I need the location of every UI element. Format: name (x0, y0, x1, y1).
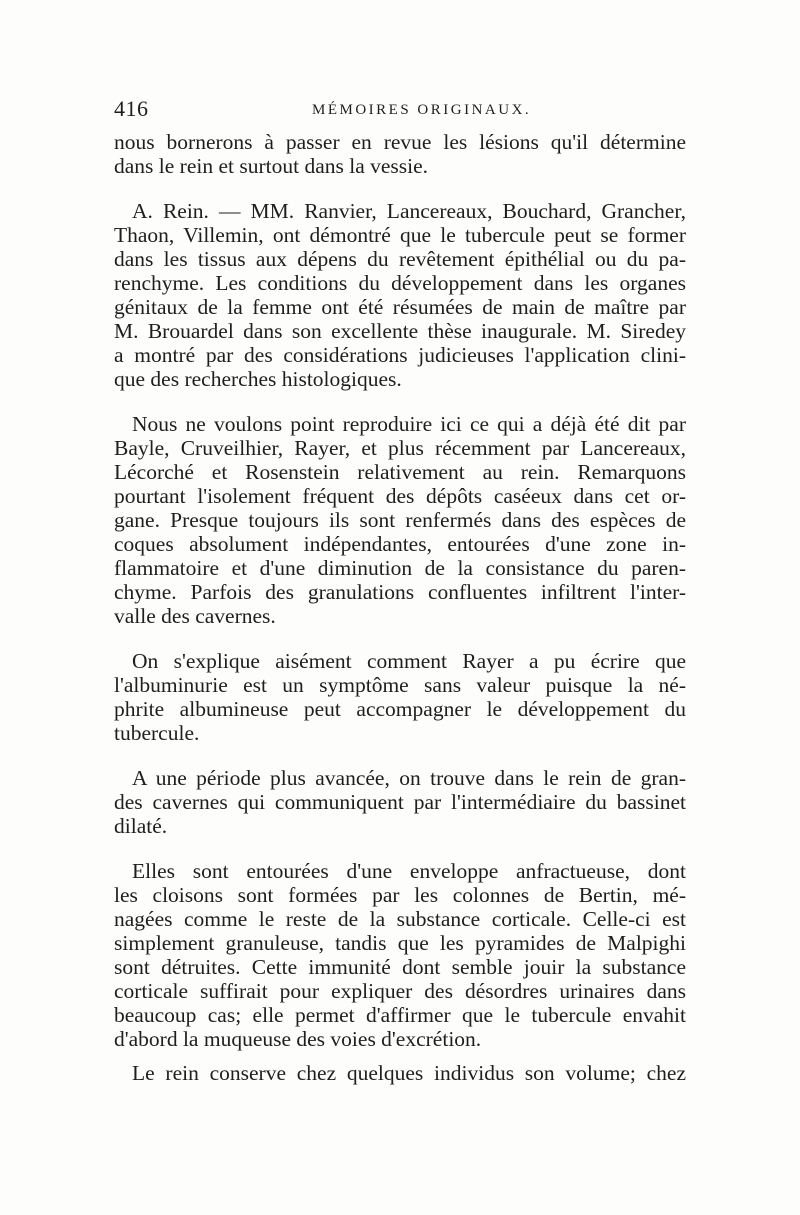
text-line: Elles sont entourées d'une enveloppe anfractueuse, dont (132, 859, 686, 883)
text-line: les cloisons sont formées par les colonnes de Bertin, mé- (114, 883, 686, 907)
text-line: a montré par des considérations judicieuses l'application clini- (114, 343, 686, 367)
text-line: corticale suffirait pour expliquer des désordres urinaires dans (114, 979, 686, 1003)
paragraph-gap (114, 1051, 686, 1061)
text-line: d'abord la muqueuse des voies d'excrétion. (114, 1027, 482, 1051)
text-line: dilaté. (114, 814, 168, 838)
text-line: nagées comme le reste de la substance corticale. Celle-ci est (114, 907, 686, 931)
text-line: génitaux de la femme ont été résumées de main de maître par (114, 295, 686, 319)
paragraph-6 (114, 859, 686, 1051)
body-text (114, 130, 686, 1085)
paragraph-2 (114, 199, 686, 391)
paragraph-1 (114, 130, 686, 178)
text-line: sont détruites. Cette immunité dont semble jouir la substance (114, 955, 686, 979)
text-line: flammatoire et d'une diminution de la consistance du paren- (114, 556, 686, 580)
paragraph-3 (114, 412, 686, 628)
text-line: dans les tissus aux dépens du revêtement épithélial ou du pa- (114, 247, 686, 271)
running-title: MÉMOIRES ORIGINAUX. (312, 102, 532, 118)
page-number: 416 (114, 96, 149, 121)
text-line: pourtant l'isolement fréquent des dépôts caséeux dans cet or- (114, 484, 686, 508)
paragraph-gap (114, 838, 686, 859)
paragraph-7 (114, 1061, 686, 1085)
text-line: A. Rein. — MM. Ranvier, Lancereaux, Bouchard, Grancher, (132, 199, 686, 223)
text-line: A une période plus avancée, on trouve dans le rein de gran- (132, 766, 686, 790)
paragraph-5 (114, 766, 686, 838)
text-line: l'albuminurie est un symptôme sans valeur puisque la né- (114, 673, 686, 697)
text-line: Lécorché et Rosenstein relativement au rein. Remarquons (114, 460, 686, 484)
text-line: Thaon, Villemin, ont démontré que le tubercule peut se former (114, 223, 686, 247)
text-line: des cavernes qui communiquent par l'intermédiaire du bassinet (114, 790, 686, 814)
text-line: simplement granuleuse, tandis que les pyramides de Malpighi (114, 931, 686, 955)
text-line: renchyme. Les conditions du développement dans les organes (114, 271, 686, 295)
text-line: Le rein conserve chez quelques individus son volume; chez (132, 1061, 686, 1085)
text-line: On s'explique aisément comment Rayer a pu écrire que (132, 649, 686, 673)
running-header (114, 96, 686, 126)
paragraph-gap (114, 178, 686, 199)
text-line: beaucoup cas; elle permet d'affirmer que le tubercule envahit (114, 1003, 686, 1027)
text-line: tubercule. (114, 721, 200, 745)
text-line: phrite albumineuse peut accompagner le développement du (114, 697, 686, 721)
paragraph-gap (114, 745, 686, 766)
text-line: nous bornerons à passer en revue les lésions qu'il détermine (114, 130, 686, 154)
text-line: M. Brouardel dans son excellente thèse inaugurale. M. Siredey (114, 319, 686, 343)
text-line: que des recherches histologiques. (114, 367, 402, 391)
text-line: dans le rein et surtout dans la vessie. (114, 154, 429, 178)
text-line: coques absolument indépendantes, entourées d'une zone in- (114, 532, 686, 556)
text-line: chyme. Parfois des granulations confluentes infiltrent l'inter- (114, 580, 686, 604)
text-line: Nous ne voulons point reproduire ici ce qui a déjà été dit par (132, 412, 686, 436)
paragraph-gap (114, 628, 686, 649)
paragraph-4 (114, 649, 686, 745)
text-line: valle des cavernes. (114, 604, 276, 628)
paragraph-gap (114, 391, 686, 412)
text-line: Bayle, Cruveilhier, Rayer, et plus récemment par Lancereaux, (114, 436, 686, 460)
text-line: gane. Presque toujours ils sont renfermés dans des espèces de (114, 508, 686, 532)
